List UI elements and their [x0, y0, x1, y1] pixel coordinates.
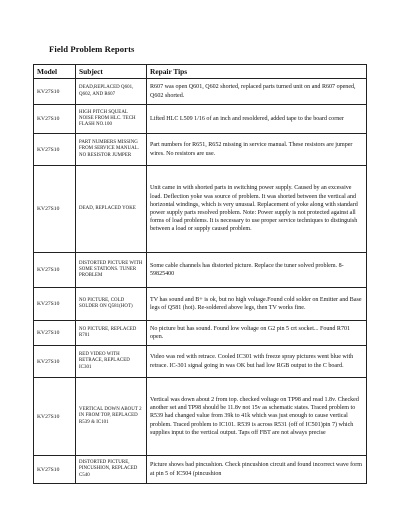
- table-row: [34, 105, 367, 134]
- table-row: [34, 346, 367, 378]
- repair-tips-cell: Some cable channels has distorted picture. Replace the tuner solved problem. 8-59825400: [147, 253, 367, 288]
- model-cell: KV27S10: [34, 134, 76, 166]
- field-problem-reports-table: [33, 64, 367, 484]
- repair-tips-cell: Vertical was down about 2 from top. checked voltage on TP98 and read 1.8v. Checked another set and TP98 should be 11.8v not 15v as schematic states. Traced problem to R539 had changed value from 39k to 41k which was just enough to cause vertical problem. Traced problem to IC101. R539 is across R531 (off of IC501)pin 7) which supplies input to the vertical output. Taps off FBT are not always precise: [147, 378, 367, 456]
- model-cell: KV27S10: [34, 288, 76, 321]
- subject-cell: NO PICTURE, REPLACED R701: [76, 321, 147, 346]
- model-cell: KV27S10: [34, 346, 76, 378]
- column-header-model: Model: [34, 65, 76, 79]
- repair-tips-cell: Unit came in with shorted parts in switching power supply. Caused by an excessive load. Deflection yoke was source of problem. It was shorted between the vertical and horizontal windings, which is very unusual. Replacement of yoke along with standard power supply parts resolved problem. Note: Power supply is not protected against all forms of load problems. It is necessary to use proper service techniques to distinguish between a load or supply caused problem.: [147, 166, 367, 253]
- table-row: [34, 456, 367, 484]
- model-cell: KV27S10: [34, 321, 76, 346]
- page-title: Field Problem Reports: [49, 44, 135, 54]
- subject-cell: DEAD,REPLACED Q601, Q602, AND R607: [76, 79, 147, 105]
- subject-cell: RED VIDEO WITH RETRACE, REPLACED IC301: [76, 346, 147, 378]
- model-cell: KV27S10: [34, 456, 76, 484]
- repair-tips-cell: R607 was open Q601, Q602 shorted, replaced parts turned unit on and R607 opened, Q602 shorted.: [147, 79, 367, 105]
- model-cell: KV27S10: [34, 166, 76, 253]
- subject-cell: DEAD, REPLACED YOKE: [76, 166, 147, 253]
- subject-cell: DISTORTED PICTURE WITH SOME STATIONS. TUNER PROBLEM: [76, 253, 147, 288]
- table-row: [34, 378, 367, 456]
- subject-cell: NO PICTURE, COLD SOLDER ON Q581(HOT): [76, 288, 147, 321]
- table-row: [34, 253, 367, 288]
- repair-tips-cell: Picture shows bad pincushion. Check pincushion circuit and found incorrect wave form at pin 5 of IC504 (pincushion: [147, 456, 367, 484]
- subject-cell: DISTORTED PICTURE, PINCUSHION, REPLACED C540: [76, 456, 147, 484]
- model-cell: KV27S10: [34, 79, 76, 105]
- subject-cell: VERTICAL DOWN ABOUT 2 IN FROM TOP, REPLACED R539 & IC101: [76, 378, 147, 456]
- subject-cell: PART NUMBERS MISSING FROM SERVICE MANUAL. NO RESISTOR JUMPER: [76, 134, 147, 166]
- table-header-row: [34, 65, 367, 79]
- repair-tips-cell: No picture but has sound. Found low voltage on G2 pin 5 crt socket... Found R701 open.: [147, 321, 367, 346]
- repair-tips-cell: TV has sound and B+ is ok, but no high voltage.Found cold solder on Emitter and Base legs of Q581 (hot). Re-soldered above legs, then TV works fine.: [147, 288, 367, 321]
- column-header-repair-tips: Repair Tips: [147, 65, 367, 79]
- model-cell: KV27S10: [34, 253, 76, 288]
- table-row: [34, 321, 367, 346]
- table-row: [34, 166, 367, 253]
- subject-cell: HIGH PITCH SQUEAL NOISE FROM HLC. TECH FLASH NO.100: [76, 105, 147, 134]
- table-row: [34, 79, 367, 105]
- repair-tips-cell: Video was red with retrace. Cooled IC301 with freeze spray pictures went blue with retrace. IC-301 signal going in was OK but had low RGB output to the C board.: [147, 346, 367, 378]
- table-row: [34, 134, 367, 166]
- model-cell: KV27S10: [34, 378, 76, 456]
- column-header-subject: Subject: [76, 65, 147, 79]
- model-cell: KV27S10: [34, 105, 76, 134]
- repair-tips-cell: Part numbers for R651, R652 missing in service manual. These resistors are jumper wires. No resistors are use.: [147, 134, 367, 166]
- table-row: [34, 288, 367, 321]
- repair-tips-cell: Lifted HLC L509 1/16 of an inch and resoldered, added tape to the board corner: [147, 105, 367, 134]
